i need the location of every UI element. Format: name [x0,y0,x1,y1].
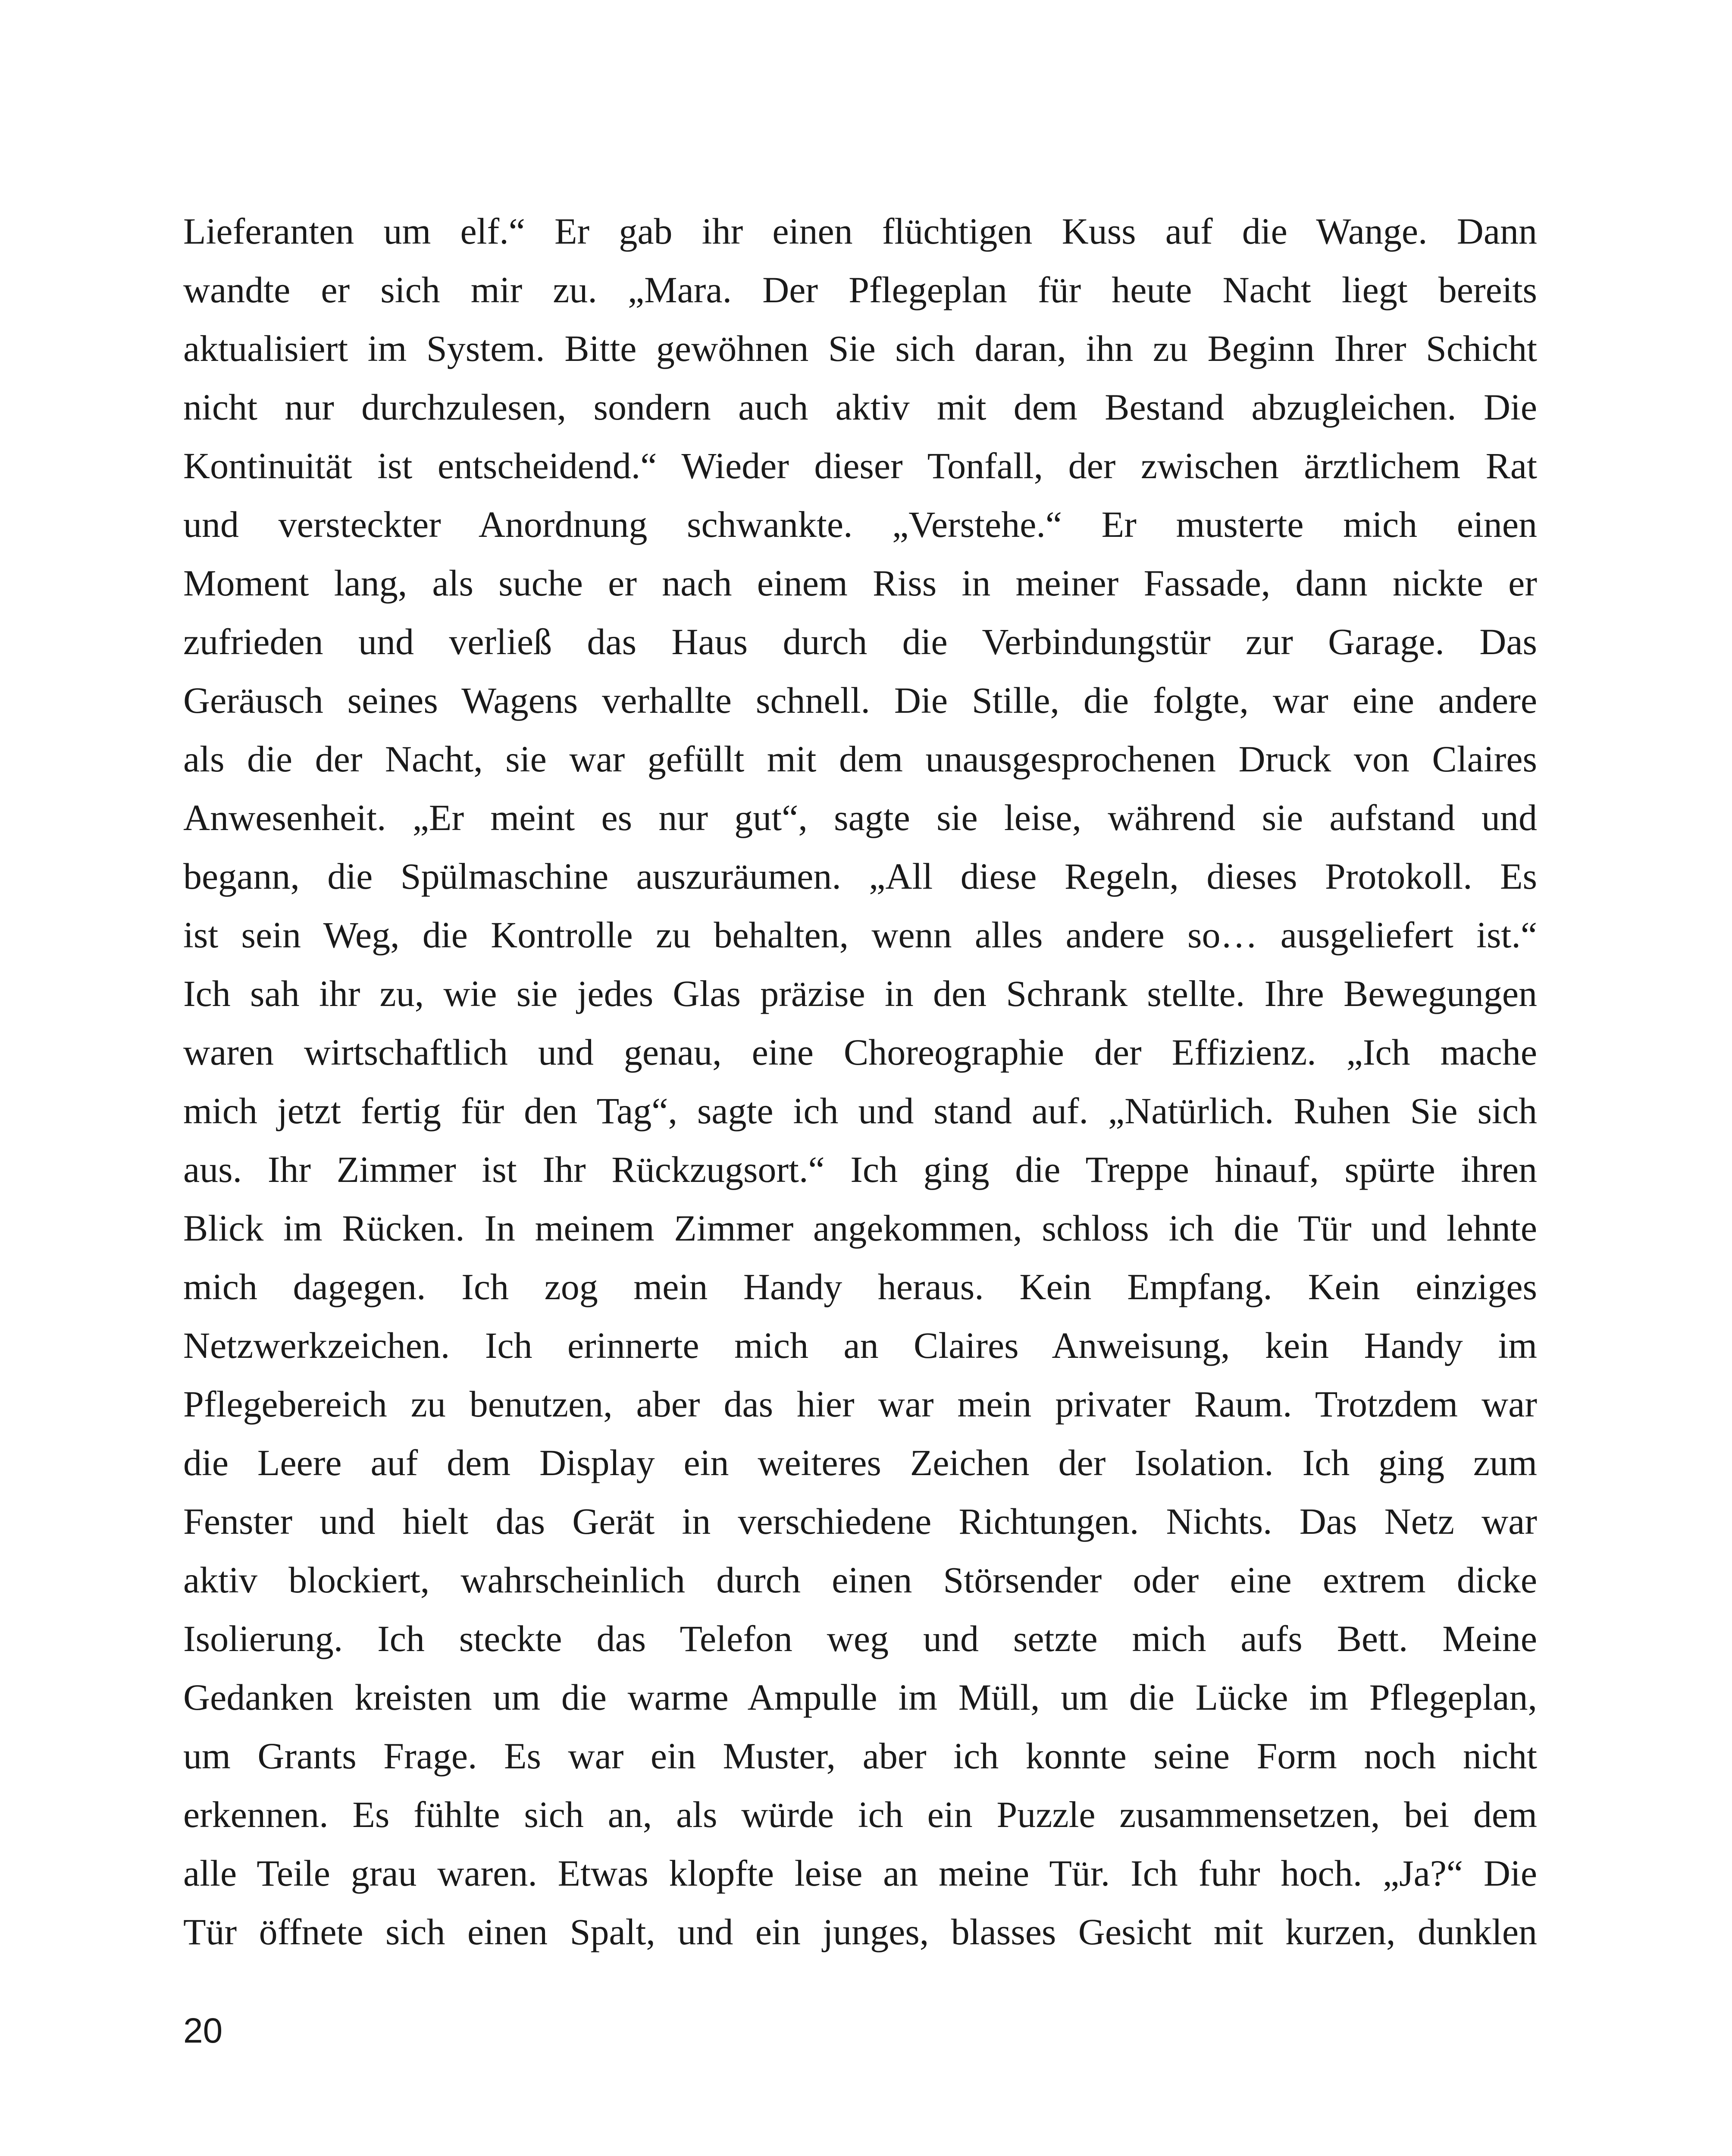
text-line: Anwesenheit. „Er meint es nur gut“, sagte sie leise, während sie aufstand und [183,797,1537,838]
text-line: mich dagegen. Ich zog mein Handy heraus. Kein Empfang. Kein einziges [183,1266,1537,1307]
text-line: die Leere auf dem Display ein weiteres Zeichen der Isolation. Ich ging zum [183,1442,1537,1483]
text-line: Moment lang, als suche er nach einem Riss in meiner Fassade, dann nickte er [183,562,1537,604]
text-line: Ich sah ihr zu, wie sie jedes Glas präzise in den Schrank stellte. Ihre Bewegungen [183,973,1537,1014]
text-line: alle Teile grau waren. Etwas klopfte leise an meine Tür. Ich fuhr hoch. „Ja?“ Die [183,1852,1537,1894]
text-line: erkennen. Es fühlte sich an, als würde ich ein Puzzle zusammensetzen, bei dem [183,1794,1537,1835]
text-line: Lieferanten um elf.“ Er gab ihr einen flüchtigen Kuss auf die Wange. Dann [183,210,1537,252]
text-line: und versteckter Anordnung schwankte. „Verstehe.“ Er musterte mich einen [183,504,1537,545]
text-line: aktualisiert im System. Bitte gewöhnen Sie sich daran, ihn zu Beginn Ihrer Schicht [183,328,1537,369]
text-line: begann, die Spülmaschine auszuräumen. „All diese Regeln, dieses Protokoll. Es [183,856,1537,897]
body-text [183,202,1537,1961]
text-line: Pflegebereich zu benutzen, aber das hier war mein privater Raum. Trotzdem war [183,1383,1537,1425]
text-line: Geräusch seines Wagens verhallte schnell. Die Stille, die folgte, war eine andere [183,680,1537,721]
text-line: aktiv blockiert, wahrscheinlich durch einen Störsender oder eine extrem dicke [183,1559,1537,1601]
text-line: mich jetzt fertig für den Tag“, sagte ich und stand auf. „Natürlich. Ruhen Sie sich [183,1090,1537,1131]
text-line: wandte er sich mir zu. „Mara. Der Pflegeplan für heute Nacht liegt bereits [183,269,1537,310]
text-line: aus. Ihr Zimmer ist Ihr Rückzugsort.“ Ich ging die Treppe hinauf, spürte ihren [183,1149,1537,1190]
text-line: Fenster und hielt das Gerät in verschiedene Richtungen. Nichts. Das Netz war [183,1501,1537,1542]
text-line: zufrieden und verließ das Haus durch die Verbindungstür zur Garage. Das [183,621,1537,662]
text-line: Netzwerkzeichen. Ich erinnerte mich an Claires Anweisung, kein Handy im [183,1325,1537,1366]
text-line: Tür öffnete sich einen Spalt, und ein junges, blasses Gesicht mit kurzen, dunklen [183,1911,1537,1952]
text-line: Isolierung. Ich steckte das Telefon weg und setzte mich aufs Bett. Meine [183,1618,1537,1659]
text-line: Kontinuität ist entscheidend.“ Wieder dieser Tonfall, der zwischen ärztlichem Rat [183,445,1537,486]
text-line: Blick im Rücken. In meinem Zimmer angekommen, schloss ich die Tür und lehnte [183,1207,1537,1249]
text-line: nicht nur durchzulesen, sondern auch aktiv mit dem Bestand abzugleichen. Die [183,386,1537,428]
page-number: 20 [183,2011,223,2050]
text-line: ist sein Weg, die Kontrolle zu behalten, wenn alles andere so… ausgeliefert ist.“ [183,914,1537,956]
text-line: um Grants Frage. Es war ein Muster, aber ich konnte seine Form noch nicht [183,1735,1537,1777]
text-line: Gedanken kreisten um die warme Ampulle im Müll, um die Lücke im Pflegeplan, [183,1677,1537,1718]
text-line: als die der Nacht, sie war gefüllt mit dem unausgesprochenen Druck von Claires [183,738,1537,780]
text-line: waren wirtschaftlich und genau, eine Choreographie der Effizienz. „Ich mache [183,1031,1537,1073]
